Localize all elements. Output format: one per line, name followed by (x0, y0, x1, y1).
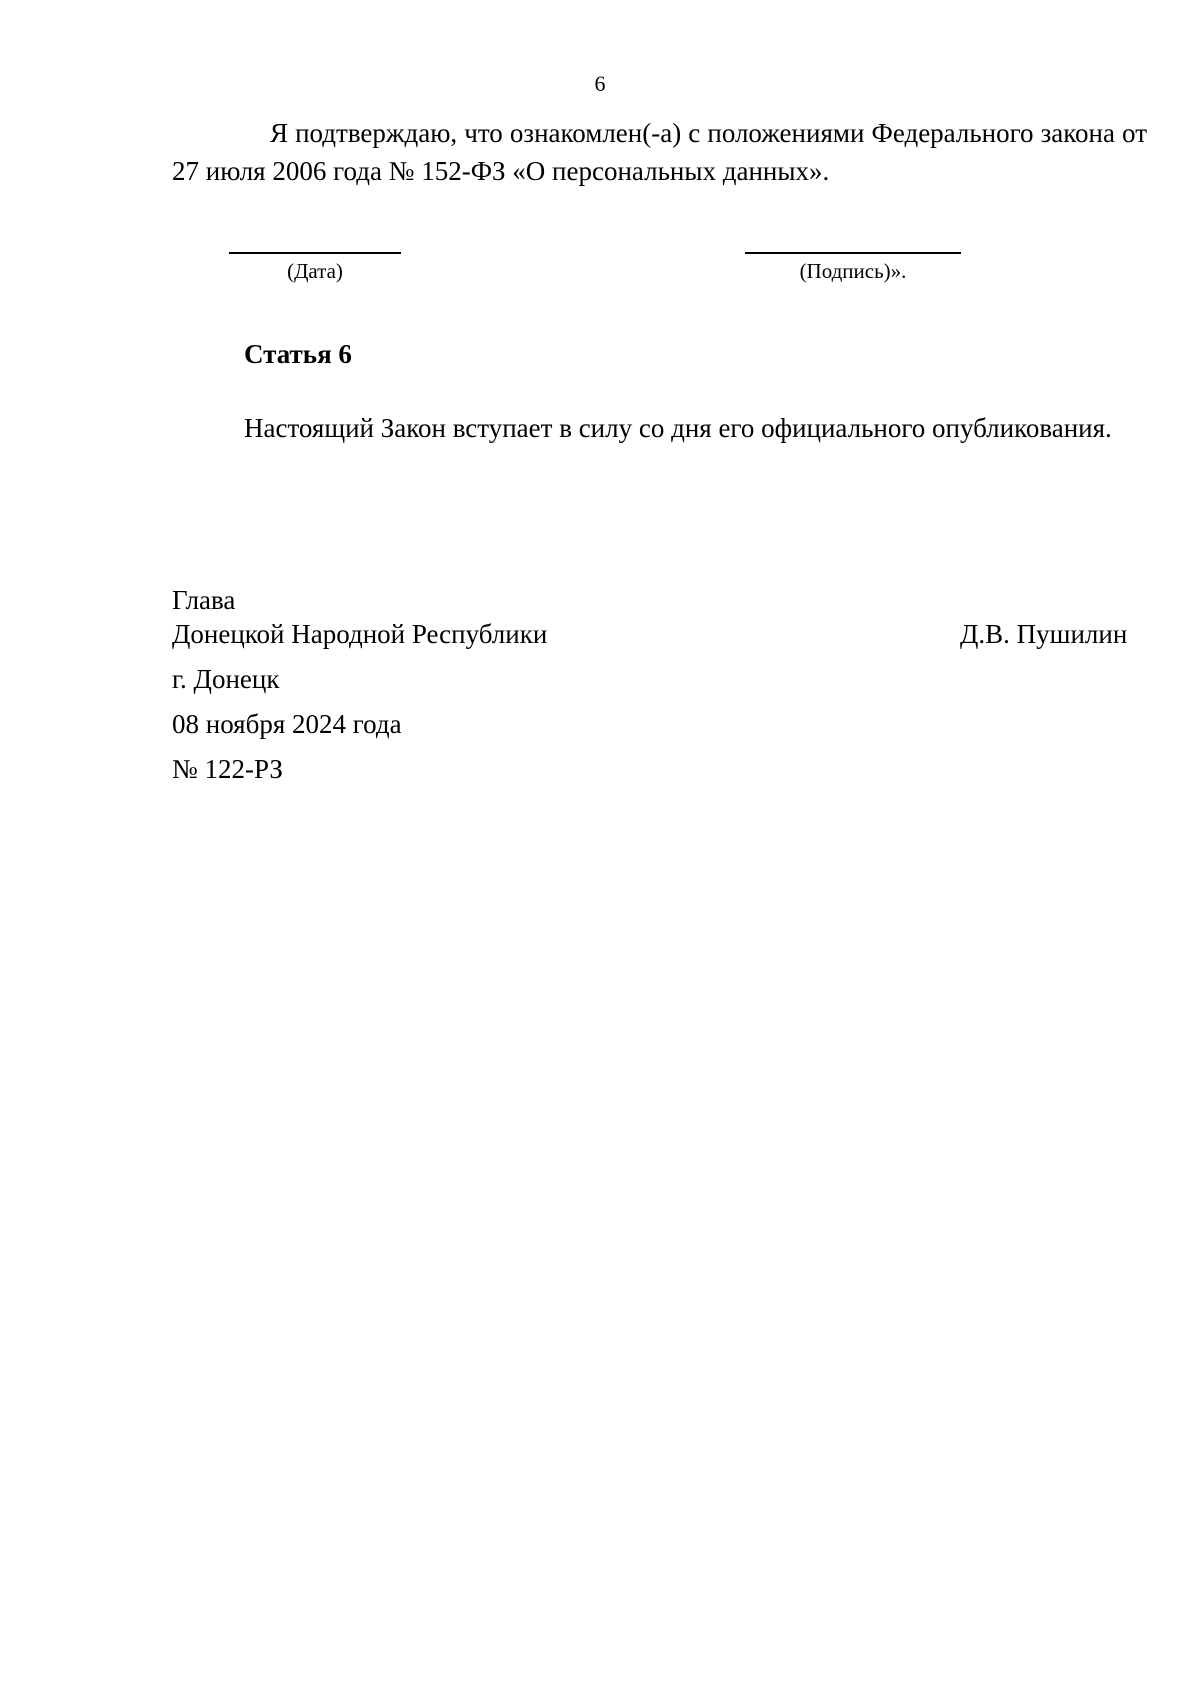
article-heading: Статья 6 (244, 339, 352, 369)
date-signature-line (229, 252, 401, 254)
signer-title-line-2: Донецкой Народной Республики (172, 619, 548, 649)
document-date: 08 ноября 2024 года (172, 709, 402, 739)
signature-caption: (Подпись)». (799, 259, 907, 283)
consent-statement: Я подтверждаю, что ознакомлен(-а) с положениями Федерального закона от 27 июля 2006 года № 152-ФЗ «О персональных данных». (172, 118, 1147, 186)
document-city: г. Донецк (172, 664, 280, 694)
page-number: 6 (594, 71, 606, 96)
date-caption: (Дата) (287, 259, 343, 283)
document-number: № 122-РЗ (172, 754, 283, 784)
signer-name: Д.В. Пушилин (960, 619, 1128, 649)
article-text: Настоящий Закон вступает в силу со дня его официального опубликования. (244, 413, 1112, 443)
signature-line (745, 252, 961, 254)
signer-title-line-1: Глава (172, 585, 236, 615)
